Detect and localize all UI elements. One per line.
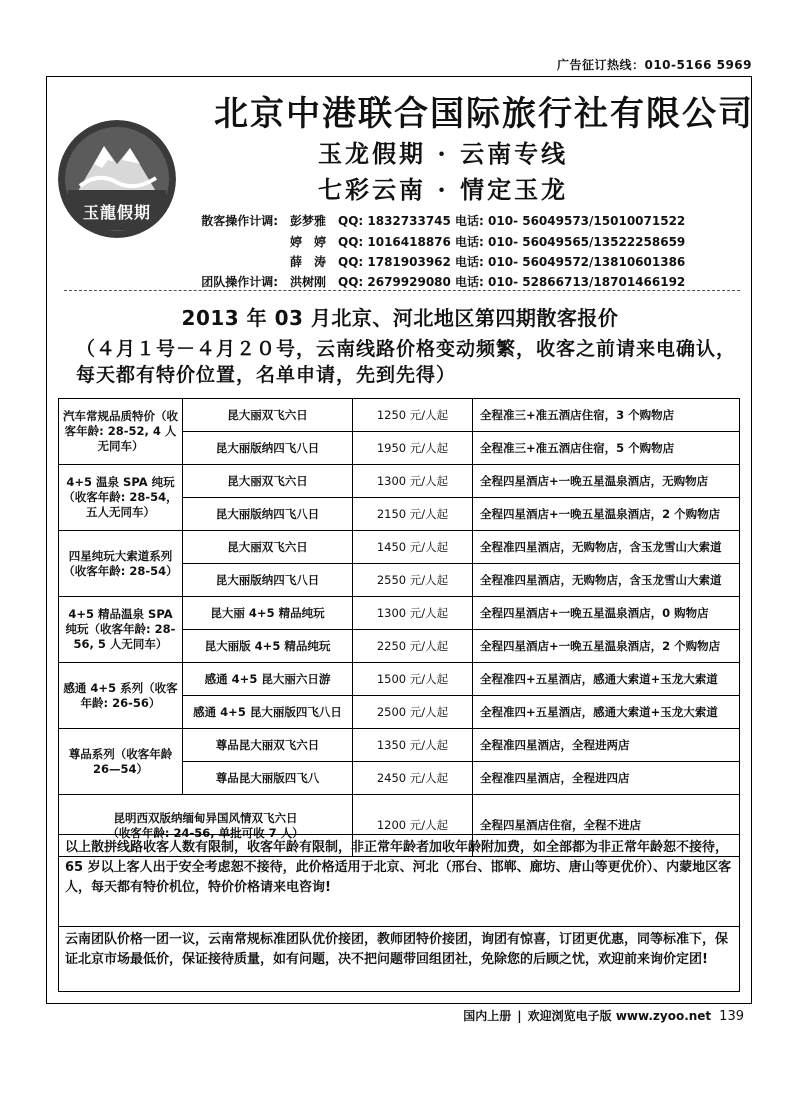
contact-row: 婷 婷 QQ: 1016418876 电话: 010- 56049565/13522258659 xyxy=(289,235,686,249)
company-name: 北京中港联合国际旅行社有限公司 xyxy=(214,94,754,134)
route-cell: 昆大丽双飞六日 xyxy=(183,465,353,498)
price-cell: 1500 元/人起 xyxy=(353,663,473,696)
route-cell: 昆大丽版纳四飞八日 xyxy=(183,564,353,597)
desc-cell: 全程准四星酒店，全程进四店 xyxy=(473,762,740,795)
route-cell: 昆大丽双飞六日 xyxy=(183,531,353,564)
table-row xyxy=(59,399,740,432)
dashed-divider xyxy=(64,290,740,291)
special-route-age: （收客年龄: 24-56, 单批可收 7 人） xyxy=(107,825,304,840)
page-footer xyxy=(463,1007,744,1024)
slogan-1: 玉龙假期 · 云南专线 xyxy=(318,139,569,168)
price-cell: 2450 元/人起 xyxy=(353,762,473,795)
price-cell: 2250 元/人起 xyxy=(353,630,473,663)
category-cell: 4+5 温泉 SPA 纯玩（收客年龄: 28-54，五人无同车） xyxy=(59,465,183,531)
desc-cell: 全程准四+五星酒店，感通大索道+玉龙大索道 xyxy=(473,663,740,696)
logo-text: 玉龍假期 xyxy=(82,203,151,222)
table-row xyxy=(59,663,740,696)
desc-cell: 全程四星酒店+一晚五星温泉酒店，2 个购物店 xyxy=(473,498,740,531)
route-cell: 尊品昆大丽版四飞八 xyxy=(183,762,353,795)
special-route-name: 昆明西双版纳缅甸异国风情双飞六日 xyxy=(113,810,298,825)
category-cell: 四星纯玩大索道系列（收客年龄: 28-54） xyxy=(59,531,183,597)
route-cell: 尊品昆大丽双飞六日 xyxy=(183,729,353,762)
price-cell: 1250 元/人起 xyxy=(353,399,473,432)
price-cell: 2500 元/人起 xyxy=(353,696,473,729)
slogan-2: 七彩云南 · 情定玉龙 xyxy=(318,175,569,204)
price-table xyxy=(58,398,740,857)
price-cell: 2550 元/人起 xyxy=(353,564,473,597)
route-cell: 昆大丽 4+5 精品纯玩 xyxy=(183,597,353,630)
price-cell: 1300 元/人起 xyxy=(353,597,473,630)
desc-cell: 全程四星酒店+一晚五星温泉酒店，无购物店 xyxy=(473,465,740,498)
page-number: 139 xyxy=(719,1009,744,1024)
contact-row: 薛 涛 QQ: 1781903962 电话: 010- 56049572/13810601386 xyxy=(289,255,686,269)
ad-hotline: 广告征订热线：010-5166 5969 xyxy=(556,58,752,72)
desc-cell: 全程四星酒店+一晚五星温泉酒店，0 购物店 xyxy=(473,597,740,630)
contact-row: 团队操作计调: 洪树刚 QQ: 2679929080 电话: 010- 52866713/18701466192 xyxy=(201,275,686,289)
contact-row: 散客操作计调: 彭梦雅 QQ: 1832733745 电话: 010- 56049573/15010071522 xyxy=(201,214,686,228)
price-cell: 1450 元/人起 xyxy=(353,531,473,564)
category-cell: 汽车常规品质特价（收客年龄: 28-52, 4 人无同车） xyxy=(59,399,183,465)
price-cell: 2150 元/人起 xyxy=(353,498,473,531)
category-cell: 感通 4+5 系列（收客年龄: 26-56） xyxy=(59,663,183,729)
price-cell: 1200 元/人起 xyxy=(353,795,473,857)
route-cell: 昆大丽双飞六日 xyxy=(183,399,353,432)
desc-cell: 全程准四+五星酒店，感通大索道+玉龙大索道 xyxy=(473,696,740,729)
route-cell: 感通 4+5 昆大丽六日游 xyxy=(183,663,353,696)
company-logo xyxy=(58,120,176,238)
desc-cell: 全程准四星酒店，无购物店，含玉龙雪山大索道 xyxy=(473,564,740,597)
desc-cell: 全程四星酒店+一晚五星温泉酒店，2 个购物店 xyxy=(473,630,740,663)
terms-note: 以上散拼线路收客人数有限制，收客年龄有限制，非正常年龄者加收年龄附加费，如全部都为非正常年龄恕不接待，65 岁以上客人出于安全考虑恕不接待，此价格适用于北京、河北（邢台、邯郸、廊坊、唐山等更优价）、内蒙地区客人，每天都有特价机位，特价价格请来电咨询! xyxy=(58,834,740,926)
desc-cell: 全程准三+准五酒店住宿，5 个购物店 xyxy=(473,432,740,465)
footer-separator: | xyxy=(517,1009,522,1023)
desc-cell: 全程四星酒店住宿，全程不进店 xyxy=(473,795,740,857)
table-row xyxy=(59,531,740,564)
desc-cell: 全程准四星酒店，无购物店，含玉龙雪山大索道 xyxy=(473,531,740,564)
price-notice: （４月１号－４月２０号，云南线路价格变动频繁，收客之前请来电确认，每天都有特价位置，名单申请，先到先得） xyxy=(76,338,737,386)
desc-cell: 全程准三+准五酒店住宿，3 个购物店 xyxy=(473,399,740,432)
desc-cell: 全程准四星酒店，全程进两店 xyxy=(473,729,740,762)
route-cell: 昆大丽版纳四飞八日 xyxy=(183,432,353,465)
route-cell: 感通 4+5 昆大丽版四飞八日 xyxy=(183,696,353,729)
price-cell: 1300 元/人起 xyxy=(353,465,473,498)
table-row xyxy=(59,729,740,762)
route-cell: 昆大丽版 4+5 精品纯玩 xyxy=(183,630,353,663)
category-cell: 尊品系列（收客年龄 26—54） xyxy=(59,729,183,795)
table-row xyxy=(59,597,740,630)
group-tour-note: 云南团队价格一团一议，云南常规标准团队优价接团，教师团特价接团，询团有惊喜，订团更优惠，同等标准下，保证北京市场最低价，保证接待质量，如有问题，决不把问题带回组团社，免除您的后顾之忧，欢迎前来询价定团! xyxy=(58,926,740,992)
price-cell: 1950 元/人起 xyxy=(353,432,473,465)
table-row xyxy=(59,465,740,498)
price-cell: 1350 元/人起 xyxy=(353,729,473,762)
category-cell: 4+5 精品温泉 SPA 纯玩（收客年龄: 28-56, 5 人无同车） xyxy=(59,597,183,663)
price-list-title: 2013 年 03 月北京、河北地区第四期散客报价 xyxy=(181,306,619,330)
footer-section: 国内上册 xyxy=(463,1009,512,1023)
footer-tagline: 欢迎浏览电子版 www.zyoo.net xyxy=(527,1009,712,1023)
route-cell: 昆大丽版纳四飞八日 xyxy=(183,498,353,531)
